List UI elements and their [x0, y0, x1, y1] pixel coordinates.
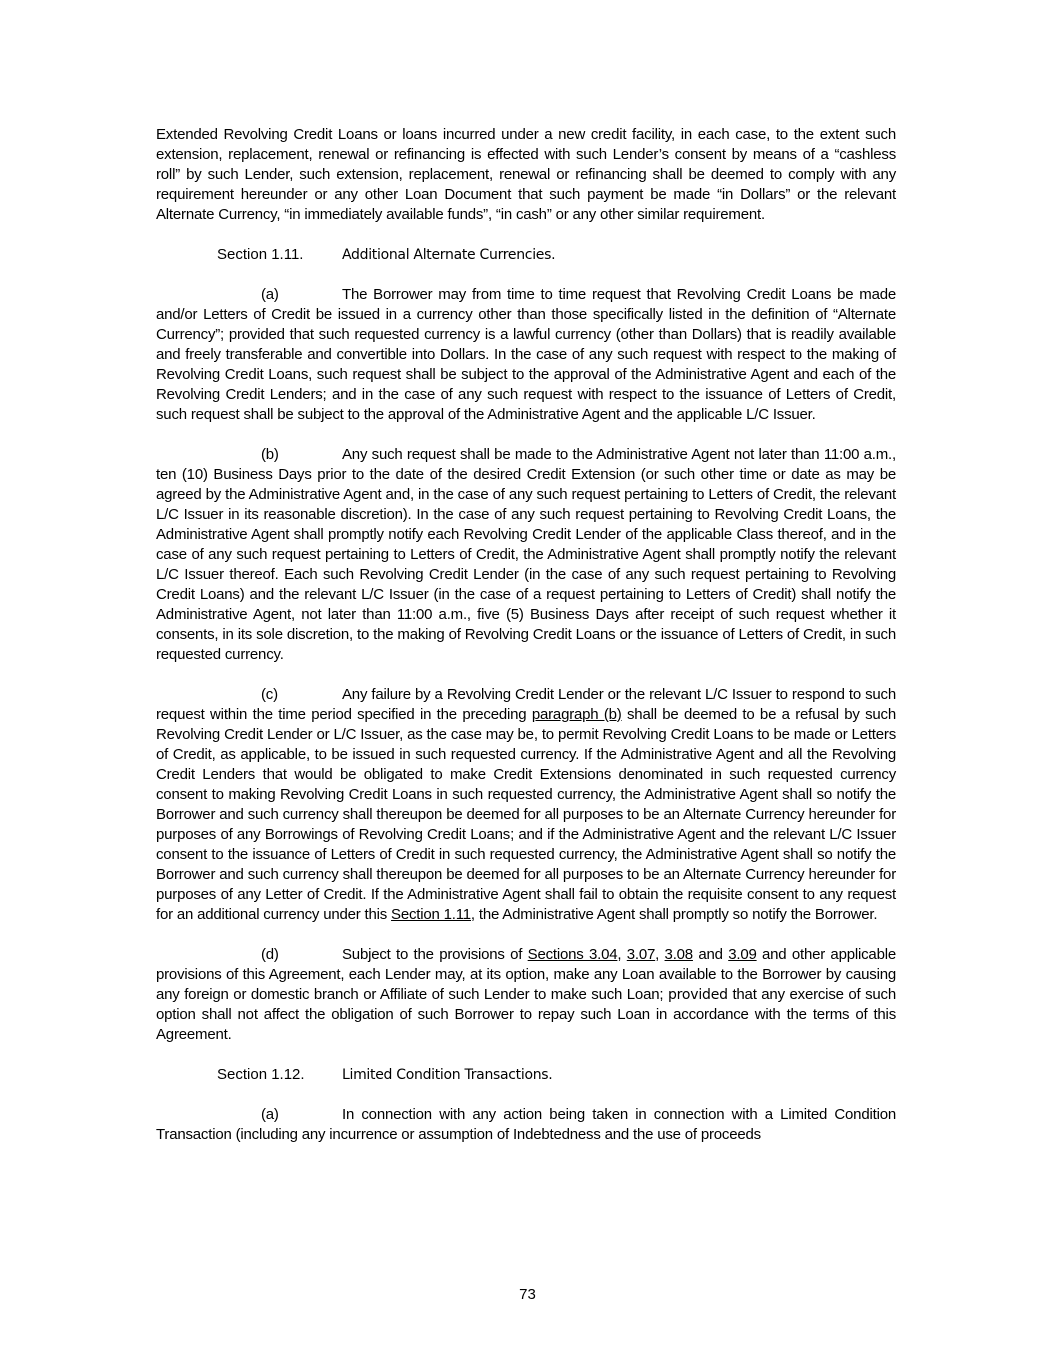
- paragraph-text: the Administrative Agent shall promptly so notify the Borrower.: [474, 906, 878, 923]
- paragraph-label: (c): [261, 686, 278, 703]
- separator-text: ,: [617, 946, 627, 963]
- section-title: Additional Alternate Currencies.: [342, 247, 556, 263]
- paragraph-text: Any failure by a Revolving Credit Lender or the relevant L/C Issuer to respond to such request within the time period specified in the preceding: [156, 686, 896, 723]
- section-1-11-paragraph-d: [156, 945, 896, 1045]
- section-1-11-heading: [217, 245, 896, 265]
- paragraph-label: (a): [261, 286, 279, 303]
- paragraph-text: Any such request shall be made to the Administrative Agent not later than 11:00 a.m., ten (10) Business Days prior to the date of the desired Credit Extension (or such other time or date as may be agreed by the Administrative Agent and, in the case of any such request pertaining to Letters of Credit, the relevant L/C Issuer in its reasonable discretion). In the case of any such request pertaining to Revolving Credit Loans, the Administrative Agent shall promptly notify each Revolving Credit Lender of the applicable Class thereof, and in the case of any such request pertaining to Letters of Credit, the Administrative Agent shall promptly notify the relevant L/C Issuer thereof. Each such Revolving Credit Lender (in the case of any such request pertaining to Revolving Credit Loans) and the relevant L/C Issuer (in the case of a request pertaining to Letters of Credit) shall notify the Administrative Agent, not later than 11:00 a.m., five (5) Business Days after receipt of such request whether it consents, in its sole discretion, to the making of Revolving Credit Loans or the issuance of Letters of Credit, in such requested currency.: [156, 446, 896, 663]
- intro-paragraph: Extended Revolving Credit Loans or loans incurred under a new credit facility, in each case, to the extent such extension, replacement, renewal or refinancing is effected with such Lender’s consent by means of a “cashless roll” by such Lender, such extension, replacement, renewal or refinancing shall be deemed to comply with any requirement hereunder or any other Loan Document that such payment be made “in Dollars” or the relevant Alternate Currency, “in immediately available funds”, “in cash” or any other similar requirement.: [156, 126, 896, 223]
- section-number: Section 1.12.: [217, 1066, 305, 1083]
- paragraph-text: shall be deemed to be a refusal by such Revolving Credit Lender or L/C Issuer, as the case may be, to permit Revolving Credit Loans to be made or Letters of Credit, as applicable, to be issued in such requested currency. If the Administrative Agent and all the Revolving Credit Lenders that would be obligated to make Credit Extensions denominated in such requested currency consent to making Revolving Credit Loans in such requested currency, the Administrative Agent shall so notify the Borrower and such currency shall thereupon be deemed for all purposes to be an Alternate Currency hereunder for purposes of any Borrowings of Revolving Credit Loans; and if the Administrative Agent and the relevant L/C Issuer consent to the issuance of Letters of Credit in such requested currency, the Administrative Agent shall so notify the Borrower and such currency shall thereupon be deemed for all purposes to be an Alternate Currency hereunder for purposes of any Letter of Credit. If the Administrative Agent shall fail to obtain the requisite consent to any request for an additional currency under this: [156, 706, 896, 923]
- paragraph-label: (b): [261, 446, 279, 463]
- cross-reference-link[interactable]: paragraph (b): [531, 706, 622, 723]
- cross-reference-link[interactable]: 3.07: [626, 946, 656, 963]
- separator-text: ,: [655, 946, 665, 963]
- cross-reference-link[interactable]: 3.08: [664, 946, 693, 963]
- paragraph-label: (d): [261, 946, 279, 963]
- paragraph-text: The Borrower may from time to time request that Revolving Credit Loans be made and/or Letters of Credit be issued in a currency other than those specifically listed in the definition of “Alternate Currency”; provided that such requested currency is a lawful currency (other than Dollars) that is readily available and freely transferable and convertible into Dollars. In the case of any such request with respect to the making of Revolving Credit Loans, such request shall be subject to the approval of the Administrative Agent and each of the Revolving Credit Lenders; and in the case of any such request with respect to the issuance of Letters of Credit, such request shall be subject to the approval of the Administrative Agent and the applicable L/C Issuer.: [156, 286, 896, 423]
- page-number: 73: [519, 1286, 536, 1303]
- section-1-11-paragraph-b: [156, 445, 896, 665]
- section-1-12-heading: [217, 1065, 896, 1085]
- cross-reference-link[interactable]: 3.09: [728, 946, 757, 963]
- separator-text: and: [692, 946, 729, 963]
- section-1-11-paragraph-c: [156, 685, 896, 925]
- section-title: Limited Condition Transactions.: [342, 1067, 553, 1083]
- cross-reference-link[interactable]: Sections 3.04: [527, 946, 618, 963]
- paragraph-text: In connection with any action being taken in connection with a Limited Condition Transaction (including any incurrence or assumption of Indebtedness and the use of proceeds: [156, 1106, 896, 1143]
- paragraph-text: and other applicable provisions of this Agreement, each Lender may, at its option, make any Loan available to the Borrower by causing any foreign or domestic branch or Affiliate of such Lender to make such Loan;: [156, 946, 896, 1003]
- section-1-12-paragraph-a: [156, 1105, 896, 1145]
- cross-reference-link[interactable]: Section 1.11,: [391, 906, 475, 923]
- section-number: Section 1.11.: [217, 246, 304, 263]
- proviso-term: provided: [667, 987, 728, 1003]
- section-1-11-paragraph-a: [156, 285, 896, 425]
- paragraph-text: Subject to the provisions of: [342, 946, 528, 963]
- document-page: [156, 125, 896, 1145]
- paragraph-label: (a): [261, 1106, 279, 1123]
- paragraph-text: that any exercise of such option shall not affect the obligation of such Borrower to repay such Loan in accordance with the terms of this Agreement.: [156, 986, 896, 1043]
